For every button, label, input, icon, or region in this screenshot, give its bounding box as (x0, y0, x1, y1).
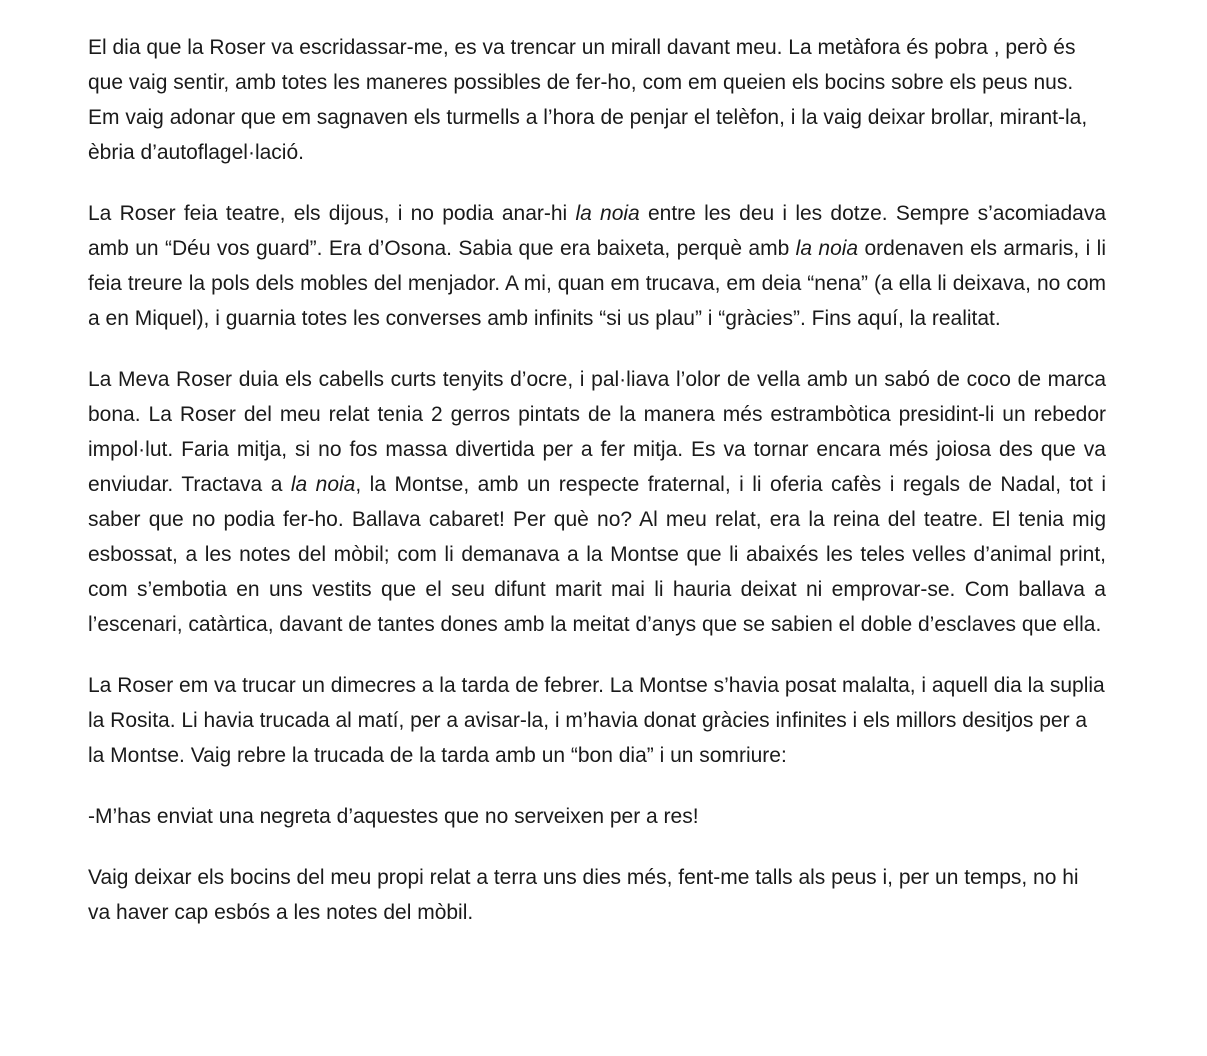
paragraph-4 (88, 668, 1106, 773)
paragraph-text: Vaig deixar els bocins del meu propi relat a terra uns dies més, fent-me talls als peus i, per un temps, no hi va haver cap esbós a les notes del mòbil. (88, 866, 1079, 924)
paragraph-3 (88, 362, 1106, 642)
paragraph-text: La Roser feia teatre, els dijous, i no podia anar-hi (88, 202, 576, 225)
italic-text: la noia (795, 237, 859, 260)
paragraph-text: ordenaven els armaris, i li feia treure la pols dels mobles del menjador. A mi, quan em trucava, em deia “nena” (a ella li deixava, no com a en Miquel), i guarnia totes les converses amb infinits “si us plau” i “gràcies”. Fins aquí, la realitat. (88, 237, 1106, 330)
paragraph-text: La Roser em va trucar un dimecres a la tarda de febrer. La Montse s’havia posat malalta, i aquell dia la suplia la Rosita. Li havia trucada al matí, per a avisar-la, i m’havia donat gràcies infinites i els millors desitjos per a la Montse. Vaig rebre la trucada de la tarda amb un “bon dia” i un somriure: (88, 674, 1105, 767)
paragraph-5 (88, 799, 1106, 834)
paragraph-text: La Meva Roser duia els cabells curts tenyits d’ocre, i pal·liava l’olor de vella amb un sabó de coco de marca bona. La Roser del meu relat tenia 2 gerros pintats de la manera més estrambòtica presidint-li un rebedor impol·lut. Faria mitja, si no fos massa divertida per a fer mitja. Es va tornar encara més joiosa des que va enviudar. Tractava a (88, 368, 1106, 496)
paragraph-text: -M’has enviat una negreta d’aquestes que no serveixen per a res! (88, 805, 699, 828)
paragraph-1 (88, 30, 1106, 170)
paragraph-text: entre les deu i les dotze. Sempre s’acomiadava amb un “Déu vos guard”. Era d’Osona. Sabia que era baixeta, perquè amb (88, 202, 1107, 260)
paragraph-text: , la Montse, amb un respecte fraternal, i li oferia cafès i regals de Nadal, tot i saber que no podia fer-ho. Ballava cabaret! Per què no? Al meu relat, era la reina del teatre. El tenia mig esbossat, a les notes del mòbil; com li demanava a la Montse que li abaixés les teles velles d’animal print, com s’embotia en uns vestits que el seu difunt marit mai li hauria deixat ni emprovar-se. Com ballava a l’escenari, catàrtica, davant de tantes dones amb la meitat d’anys que se sabien el doble d’esclaves que ella. (88, 473, 1106, 636)
italic-text: la noia (290, 473, 356, 496)
paragraph-6 (88, 860, 1106, 930)
italic-text: la noia (575, 202, 640, 225)
paragraph-2 (88, 196, 1106, 336)
document-body (88, 30, 1106, 956)
paragraph-text: El dia que la Roser va escridassar-me, es va trencar un mirall davant meu. La metàfora és pobra , però és que vaig sentir, amb totes les maneres possibles de fer-ho, com em queien els bocins sobre els peus nus. Em vaig adonar que em sagnaven els turmells a l’hora de penjar el telèfon, i la vaig deixar brollar, mirant-la, èbria d’autoflagel·lació. (88, 36, 1088, 164)
